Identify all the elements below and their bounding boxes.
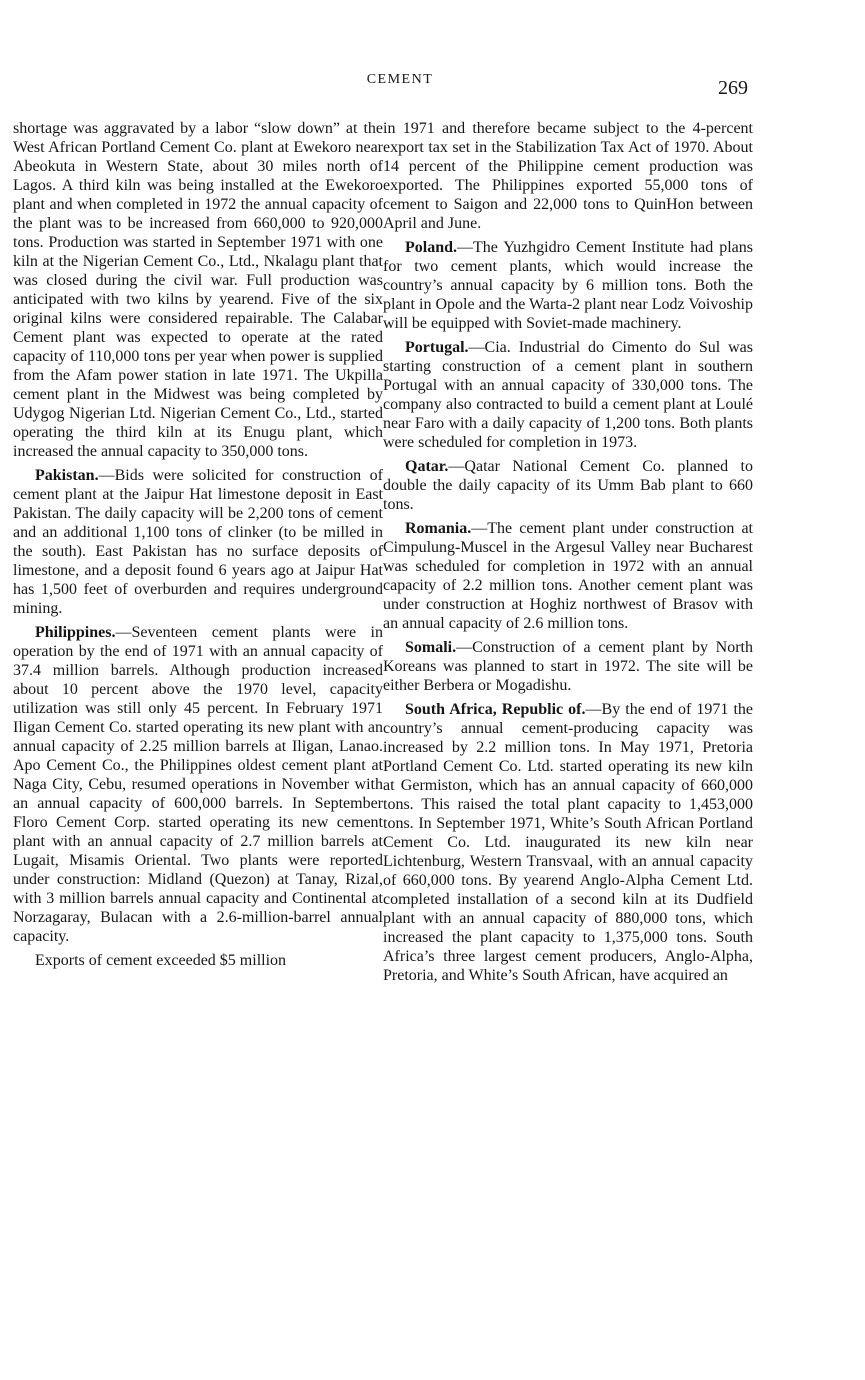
somali-paragraph: [383, 638, 753, 695]
running-head: CEMENT: [366, 72, 434, 87]
portugal-heading: Portugal.: [405, 339, 469, 356]
philippines-text: —Seventeen cement plants were in operation by the end of 1971 with an annual capacity of 37.4 million barrels. Although production increased about 10 percent above the 1970 level, capacity utilization was still only 45 percent. In February 1971 Iligan Cement Co. started operating its new plant with an annual capacity of 2.25 million barrels at Iligan, Lanao. Apo Cement Co., the Philippines oldest cement plant at Naga City, Cebu, resumed operations in November with an annual capacity of 600,000 barrels. In September Floro Cement Corp. started operating its new cement plant with an annual capacity of 2.7 million barrels at Lugait, Misamis Oriental. Two plants were reported under construction: Midland (Quezon) at Tanay, Rizal, with 3 million barrels annual capacity and Continental at Norzagaray, Bulacan with a 2.6-million-barrel annual capacity.: [13, 624, 383, 945]
portugal-text: —Cia. Industrial do Cimento do Sul was starting construction of a cement plant in southern Portugal with an annual capacity of 330,000 tons. The company also contracted to build a cement plant at Loulé near Faro with a daily capacity of 1,200 tons. Both plants were scheduled for completion in 1973.: [383, 339, 753, 451]
philippines-heading: Philippines.: [35, 624, 116, 641]
south-africa-text: —By the end of 1971 the country’s annual cement-producing capacity was increased by 2.2 million tons. In May 1971, Pretoria Portland Cement Co. Ltd. started operating its new kiln at Germiston, which has an annual capacity of 660,000 tons. This raised the total plant capacity to 1,453,000 tons. In September 1971, White’s South African Portland Cement Co. Ltd. inaugurated its new kiln near Lichtenburg, Western Transvaal, with an annual capacity of 660,000 tons. By yearend Anglo-Alpha Cement Ltd. completed installation of a second kiln at its Dudfield plant with an annual capacity of 880,000 tons, which increased the plant capacity to 1,375,000 tons. South Africa’s three largest cement producers, Anglo-Alpha, Pretoria, and White’s South African, have acquired an: [383, 701, 753, 984]
pakistan-paragraph: [13, 466, 383, 618]
page-number: 269: [718, 77, 748, 99]
qatar-heading: Qatar.: [405, 458, 449, 475]
left-column: [13, 119, 383, 975]
qatar-paragraph: [383, 457, 753, 514]
nigeria-continuation-paragraph: shortage was aggravated by a labor “slow down” at the West African Portland Cement Co. plant at Ewekoro near Abeokuta in Western State, about 30 miles north of Lagos. A third kiln was being installed at the Ewekoro plant and when completed in 1972 the annual capacity of the plant was to be increased from 660,000 to 920,000 tons. Production was started in September 1971 with one kiln at the Nigerian Cement Co., Ltd., Nkalagu plant that was closed during the civil war. Full production was anticipated with two kilns by yearend. Five of the six original kilns were considered repairable. The Calabar Cement plant was expected to operate at the rated capacity of 110,000 tons per year when power is supplied from the Afam power station in late 1971. The Ukpilla cement plant in the Midwest was being completed by Udygog Nigerian Ltd. Nigerian Cement Co., Ltd., started operating the third kiln at its Enugu plant, which increased the annual capacity to 350,000 tons.: [13, 120, 383, 460]
south-africa-paragraph: [383, 700, 753, 985]
romania-heading: Romania.: [405, 520, 472, 537]
poland-heading: Poland.: [405, 239, 458, 256]
poland-paragraph: [383, 238, 753, 333]
poland-text: —The Yuzhgidro Cement Institute had plans for two cement plants, which would increase the country’s annual capacity by 6 million tons. Both the plant in Opole and the Warta-2 plant near Lodz Voivoship will be equipped with Soviet-made machinery.: [383, 239, 753, 332]
pakistan-heading: Pakistan.: [35, 467, 99, 484]
south-africa-heading: South Africa, Republic of.: [405, 701, 586, 718]
romania-paragraph: [383, 519, 753, 633]
somali-heading: Somali.: [405, 639, 457, 656]
exports-paragraph: Exports of cement exceeded $5 million: [35, 952, 287, 969]
philippines-paragraph: [13, 623, 383, 946]
qatar-text: —Qatar National Cement Co. planned to double the daily capacity of its Umm Bab plant to 660 tons.: [383, 458, 753, 513]
somali-text: —Construction of a cement plant by North Koreans was planned to start in 1972. The site will be either Berbera or Mogadishu.: [383, 639, 753, 694]
portugal-paragraph: [383, 338, 753, 452]
philippines-continuation-paragraph: in 1971 and therefore became subject to the 4-percent export tax set in the Stabilization Tax Act of 1970. About 14 percent of the Philippine cement production was exported. The Philippines exported 55,000 tons of cement to Saigon and 22,000 tons to QuinHon between April and June.: [383, 120, 753, 232]
right-column: [383, 119, 753, 990]
pakistan-text: —Bids were solicited for construction of cement plant at the Jaipur Hat limestone deposit in East Pakistan. The daily capacity will be 2,200 tons of cement and an additional 1,100 tons of clinker (to be milled in the south). East Pakistan has no surface deposits of limestone, and a deposit found 6 years ago at Jaipur Hat has 1,500 feet of overburden and requires underground mining.: [13, 467, 383, 617]
romania-text: —The cement plant under construction at Cimpulung-Muscel in the Argesul Valley near Bucharest was scheduled for completion in 1972 with an annual capacity of 2.2 million tons. Another cement plant was under construction at Hoghiz northwest of Brasov with an annual capacity of 2.6 million tons.: [383, 520, 753, 632]
